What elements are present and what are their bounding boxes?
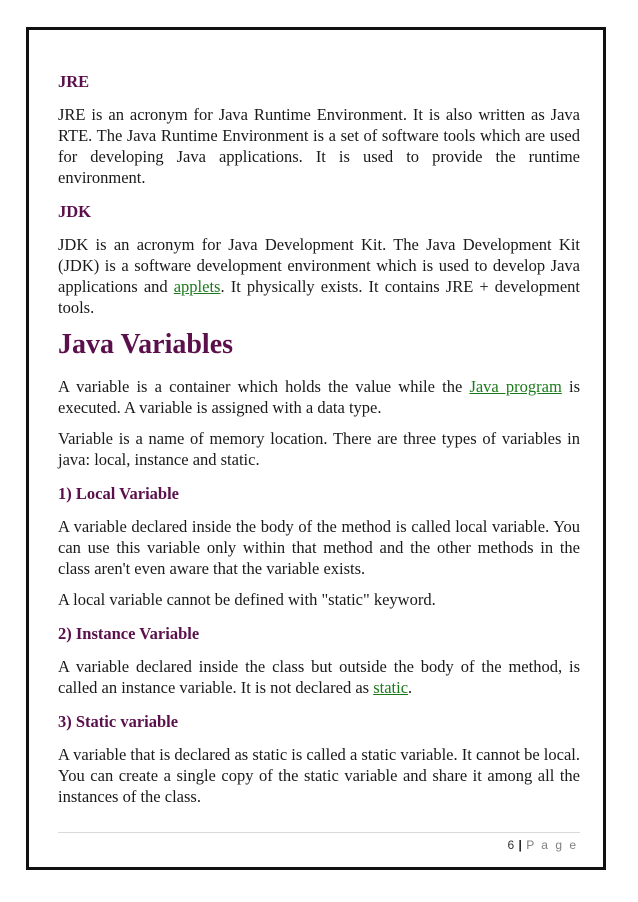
variables-paragraph-2: Variable is a name of memory location. There are three types of variables in java: local, instance and static.: [58, 429, 580, 469]
local-paragraph-1: A variable declared inside the body of the method is called local variable. You can use this variable only within that method and the other methods in the class aren't even aware that the variable exists.: [58, 517, 580, 578]
jre-paragraph: JRE is an acronym for Java Runtime Environment. It is also written as Java RTE. The Java Runtime Environment is a set of software tools which are used for developing Java applications. It is used to provide the runtime environment.: [58, 105, 580, 187]
variables-paragraph-1: [58, 376, 580, 418]
variables-text-1: A variable is a container which holds the value while the: [58, 377, 470, 396]
jdk-text-1: JDK is an acronym for Java Development Kit. The Java Development Kit (JDK) is a software development environment which is used to develop Java applications and: [58, 235, 580, 296]
static-link[interactable]: static: [373, 678, 409, 697]
instance-variable-heading: 2) Instance Variable: [58, 624, 200, 643]
applets-link[interactable]: applets: [173, 277, 221, 296]
instance-text-2: .: [408, 678, 413, 697]
static-variable-heading: 3) Static variable: [58, 712, 179, 731]
footer-separator: |: [518, 838, 523, 852]
document-body: [58, 72, 580, 817]
page-footer: [507, 838, 578, 852]
jdk-paragraph: [58, 234, 580, 318]
footer-divider: [58, 832, 580, 833]
instance-paragraph: [58, 656, 580, 698]
static-paragraph: A variable that is declared as static is called a static variable. It cannot be local. You can create a single copy of the static variable and share it among all the instances of the class.: [58, 745, 580, 806]
page-label: P a g e: [526, 838, 578, 852]
jre-heading: JRE: [58, 72, 90, 91]
java-variables-title: Java Variables: [58, 329, 234, 360]
page-number: 6: [507, 838, 515, 852]
local-variable-heading: 1) Local Variable: [58, 484, 180, 503]
jdk-text-2: . It physically exists. It contains JRE + development tools.: [58, 277, 580, 317]
java-program-link[interactable]: Java program: [469, 377, 562, 396]
local-paragraph-2: A local variable cannot be defined with "static" keyword.: [58, 590, 436, 609]
jdk-heading: JDK: [58, 202, 91, 221]
instance-text-1: A variable declared inside the class but outside the body of the method, is called an instance variable. It is not declared as: [58, 657, 580, 697]
variables-text-2: is executed. A variable is assigned with a data type.: [58, 377, 580, 417]
